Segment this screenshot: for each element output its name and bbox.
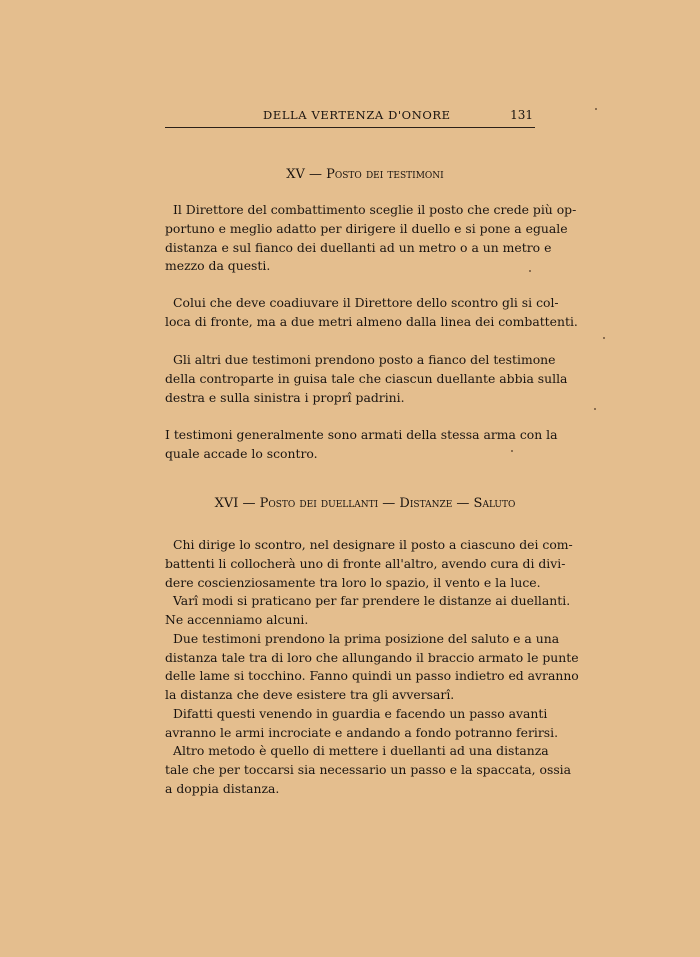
text-line: portuno e meglio adatto per dirigere il duello e si pone a eguale [165,221,568,236]
text-line: della controparte in guisa tale che ciascun duellante abbia sulla [165,371,568,386]
section-heading-xvi: XVI — Posto dei duellanti — Distanze — Saluto [214,496,516,511]
text-line: I testimoni generalmente sono armati della stessa arma con la [165,427,558,442]
scan-speck [595,108,597,110]
scan-speck [529,270,531,272]
header-title: DELLA VERTENZA D'ONORE [263,108,451,122]
text-line: avranno le armi incrociate e andando a fondo potranno ferirsi. [165,725,559,740]
running-header [165,107,535,128]
text-line: Ne accenniamo alcuni. [165,612,309,627]
text-line: Due testimoni prendono la prima posizione del saluto e a una [173,631,560,646]
scan-speck [511,450,513,452]
text-line: battenti li collocherà uno di fronte all'altro, avendo cura di divi- [165,556,566,571]
section-heading-xv: XV — Posto dei testimoni [286,167,444,182]
scan-speck [594,408,596,410]
text-line: la distanza che deve esistere tra gli avversarî. [165,687,455,702]
text-line: distanza e sul fianco dei duellanti ad un metro o a un metro e [165,240,552,255]
text-line: Varî modi si praticano per far prendere le distanze ai duellanti. [173,593,571,608]
text-line: dere coscienziosamente tra loro lo spazio, il vento e la luce. [165,575,541,590]
text-line: destra e sulla sinistra i proprî padrini. [165,390,405,405]
text-line: distanza tale tra di loro che allungando il braccio armato le punte [165,650,579,665]
text-line: Altro metodo è quello di mettere i duellanti ad una distanza [173,743,549,758]
text-line: tale che per toccarsi sia necessario un passo e la spaccata, ossia [165,762,572,777]
text-line: Chi dirige lo scontro, nel designare il posto a ciascuno dei com- [173,537,573,552]
text-line: quale accade lo scontro. [165,446,318,461]
page-number: 131 [510,108,533,122]
scan-speck [603,337,605,339]
text-line: a doppia distanza. [165,781,280,796]
text-line: delle lame si tocchino. Fanno quindi un passo indietro ed avranno [165,668,579,683]
text-line: Colui che deve coadiuvare il Direttore dello scontro gli si col- [173,295,559,310]
text-line: Gli altri due testimoni prendono posto a fianco del testimone [173,352,556,367]
text-line: mezzo da questi. [165,258,271,273]
text-line: Difatti questi venendo in guardia e facendo un passo avanti [173,706,548,721]
text-line: Il Direttore del combattimento sceglie il posto che crede più op- [173,202,577,217]
text-line: loca di fronte, ma a due metri almeno dalla linea dei combattenti. [165,314,578,329]
